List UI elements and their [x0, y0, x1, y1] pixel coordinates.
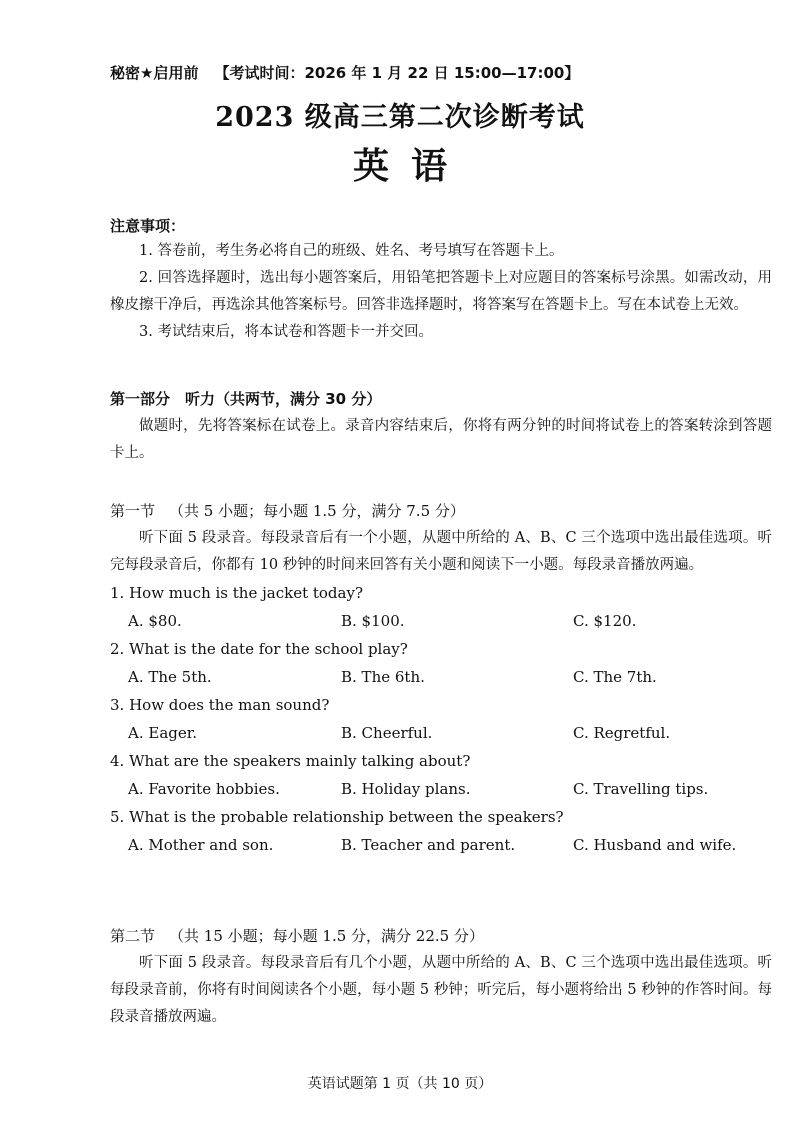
question-text: 2. What is the date for the school play? [110, 640, 408, 658]
option-b: B. Cheerful. [341, 724, 433, 742]
option-b: B. $100. [341, 612, 405, 630]
option-a: A. $80. [128, 612, 182, 630]
notice-heading: 注意事项： [110, 217, 186, 235]
exam-title: 2023 级高三第二次诊断考试 [215, 102, 585, 133]
option-row [110, 607, 772, 635]
page-footer: 英语试题第 1 页（共 10 页） [307, 1076, 493, 1092]
option-row [110, 775, 772, 803]
option-row [110, 719, 772, 747]
exam-time: 【考试时间：2026 年 1 月 22 日 15:00—17:00】 [214, 64, 580, 82]
question-text: 1. How much is the jacket today? [110, 584, 363, 602]
secret-label: 秘密★启用前 [110, 64, 199, 82]
part1-section [110, 388, 772, 467]
notice-item: 1. 答卷前，考生务必将自己的班级、姓名、考号填写在答题卡上。 [139, 243, 564, 259]
subject-title: 英语 [352, 146, 469, 187]
question-text: 4. What are the speakers mainly talking about? [110, 752, 471, 770]
option-a: A. Eager. [128, 724, 198, 742]
option-c: C. Regretful. [573, 724, 671, 742]
section2-heading [110, 925, 772, 946]
part1-instruction: 做题时，先将答案标在试卷上。录音内容结束后，你将有两分钟的时间将试卷上的答案转涂到答题卡上。 [110, 418, 772, 461]
section2-rule: （共 15 小题；每小题 1.5 分，满分 22.5 分） [169, 927, 484, 945]
option-b: B. Holiday plans. [341, 780, 471, 798]
option-c: C. Travelling tips. [573, 780, 709, 798]
section1 [110, 500, 772, 859]
confidential-header [110, 62, 579, 83]
option-c: C. Husband and wife. [573, 836, 737, 854]
section1-heading [110, 500, 772, 521]
part1-heading: 第一部分 听力（共两节，满分 30 分） [110, 390, 382, 408]
question-text: 3. How does the man sound? [110, 696, 330, 714]
section2-name: 第二节 [110, 927, 156, 945]
option-a: A. Favorite hobbies. [128, 780, 280, 798]
option-a: A. Mother and son. [128, 836, 274, 854]
option-c: C. The 7th. [573, 668, 657, 686]
question-text: 5. What is the probable relationship between the speakers? [110, 808, 564, 826]
option-b: B. The 6th. [341, 668, 425, 686]
section1-instruction: 听下面 5 段录音。每段录音后有一个小题，从题中所给的 A、B、C 三个选项中选出最佳选项。听完每段录音后，你都有 10 秒钟的时间来回答有关小题和阅读下一小题。每段录音播放两遍。 [110, 530, 772, 573]
section2 [110, 925, 772, 1031]
notice-section [110, 215, 772, 346]
option-row [110, 663, 772, 691]
question-list [110, 579, 772, 859]
option-a: A. The 5th. [128, 668, 212, 686]
option-b: B. Teacher and parent. [341, 836, 516, 854]
notice-item: 3. 考试结束后，将本试卷和答题卡一并交回。 [139, 324, 433, 340]
section1-rule: （共 5 小题；每小题 1.5 分，满分 7.5 分） [169, 502, 465, 520]
option-row [110, 831, 772, 859]
section1-name: 第一节 [110, 502, 156, 520]
notice-item: 2. 回答选择题时，选出每小题答案后，用铅笔把答题卡上对应题目的答案标号涂黑。如需改动，用橡皮擦干净后，再选涂其他答案标号。回答非选择题时，将答案写在答题卡上。写在本试卷上无效。 [110, 270, 772, 313]
option-c: C. $120. [573, 612, 637, 630]
section2-instruction: 听下面 5 段录音。每段录音后有几个小题，从题中所给的 A、B、C 三个选项中选出最佳选项。听每段录音前，你将有时间阅读各个小题，每小题 5 秒钟；听完后，每小题将给出 5 秒钟的作答时间。每段录音播放两遍。 [110, 955, 772, 1025]
